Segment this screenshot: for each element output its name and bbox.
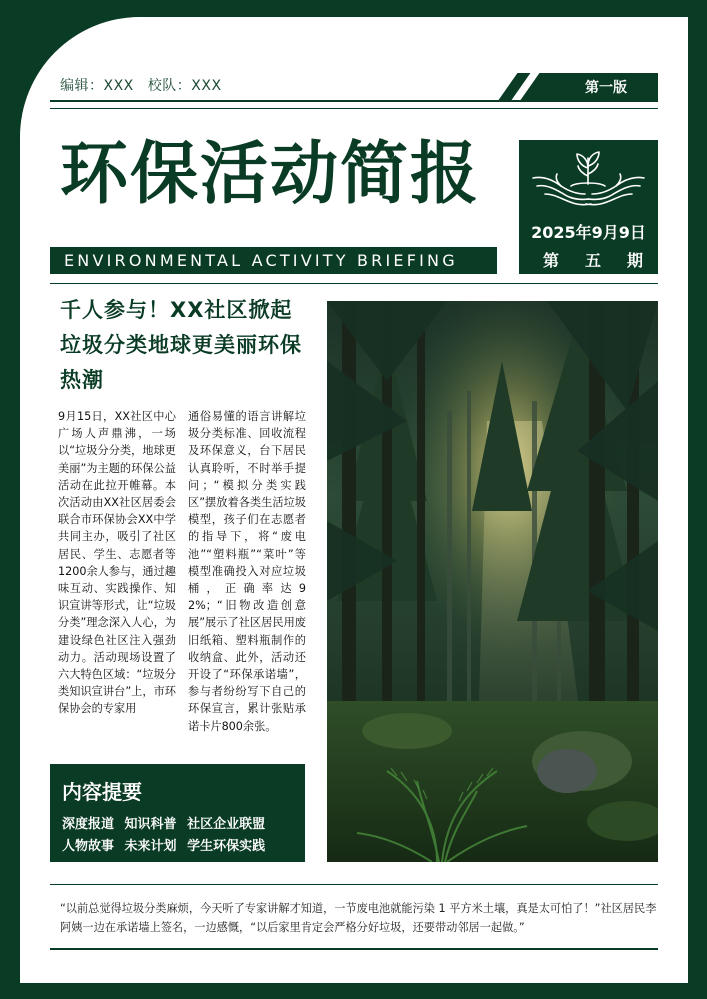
page-title: 环保活动简报 [60, 135, 481, 214]
summary-title: 内容提要 [62, 780, 142, 804]
hands-holding-sprout-icon [527, 146, 650, 212]
divider [50, 108, 658, 109]
page-subtitle: ENVIRONMENTAL ACTIVITY BRIEFING [50, 247, 497, 274]
issue-number: 第五期 [543, 251, 670, 270]
article-headline: 千人参与！XX社区掀起垃圾分类地球更美丽环保热潮 [60, 298, 302, 392]
article-column-2: 通俗易懂的语言讲解垃圾分类标准、回收流程及环保意义，台下居民认真聆听，不时举手提问；“模拟分类实践区”摆放着各类生活垃圾模型，孩子们在志愿者的指导下，将“废电池”“塑料瓶”“菜叶”等模型准确投入对应垃圾桶，正确率达92%；“旧物改造创意展”展示了社区居民用废旧纸箱、塑料瓶制作的收纳盒、此外，活动还开设了“环保承诺墙”，参与者纷纷写下自己的环保宣言，累计张贴承诺卡片800余张。 [188, 410, 306, 733]
editor-label: 编辑：XXX [60, 78, 134, 94]
resident-quote: “以前总觉得垃圾分类麻烦，今天听了专家讲解才知道，一节废电池就能污染 1 平方米土壤，真是太可怕了！”社区居民李阿姨一边在承诺墙上签名，一边感慨，“以后家里肯定会严格分好垃圾，还要带动邻居一起做。” [60, 902, 657, 934]
divider [50, 283, 658, 284]
divider [50, 884, 658, 885]
summary-tag: 深度报道 [62, 817, 115, 832]
summary-box [50, 764, 305, 862]
edition-tag: 第一版 [544, 73, 658, 100]
proofreader-label: 校队：XXX [147, 78, 222, 94]
summary-tag: 知识科普 [124, 817, 177, 832]
summary-tag: 未来计划 [124, 839, 177, 854]
newsletter-page [20, 17, 688, 983]
editor-info [60, 75, 222, 95]
forest-photo [327, 301, 658, 862]
divider [50, 100, 658, 102]
summary-tags [62, 814, 302, 858]
summary-tag: 学生环保实践 [187, 839, 266, 854]
article-column-1: 9月15日，XX社区中心广场人声鼎沸，一场以“垃圾分分类，地球更美丽”为主题的环保公益活动在此拉开帷幕。本次活动由XX社区居委会联合市环保协会XX中学共同主办，吸引了社区居民、学生、志愿者等1200余人参与，通过趣味互动、实践操作、知识宣讲等形式，让“垃圾分类”理念深入人心，为建设绿色社区注入强劲动力。活动现场设置了六大特色区域：“垃圾分类知识宣讲台”上，市环保协会的专家用 [58, 410, 176, 716]
summary-tag: 社区企业联盟 [187, 817, 266, 832]
summary-tag: 人物故事 [62, 839, 115, 854]
divider [50, 948, 658, 950]
forest-photo-illustration [327, 301, 658, 862]
issue-box [519, 140, 670, 274]
issue-date: 2025年9月9日 [531, 223, 646, 242]
